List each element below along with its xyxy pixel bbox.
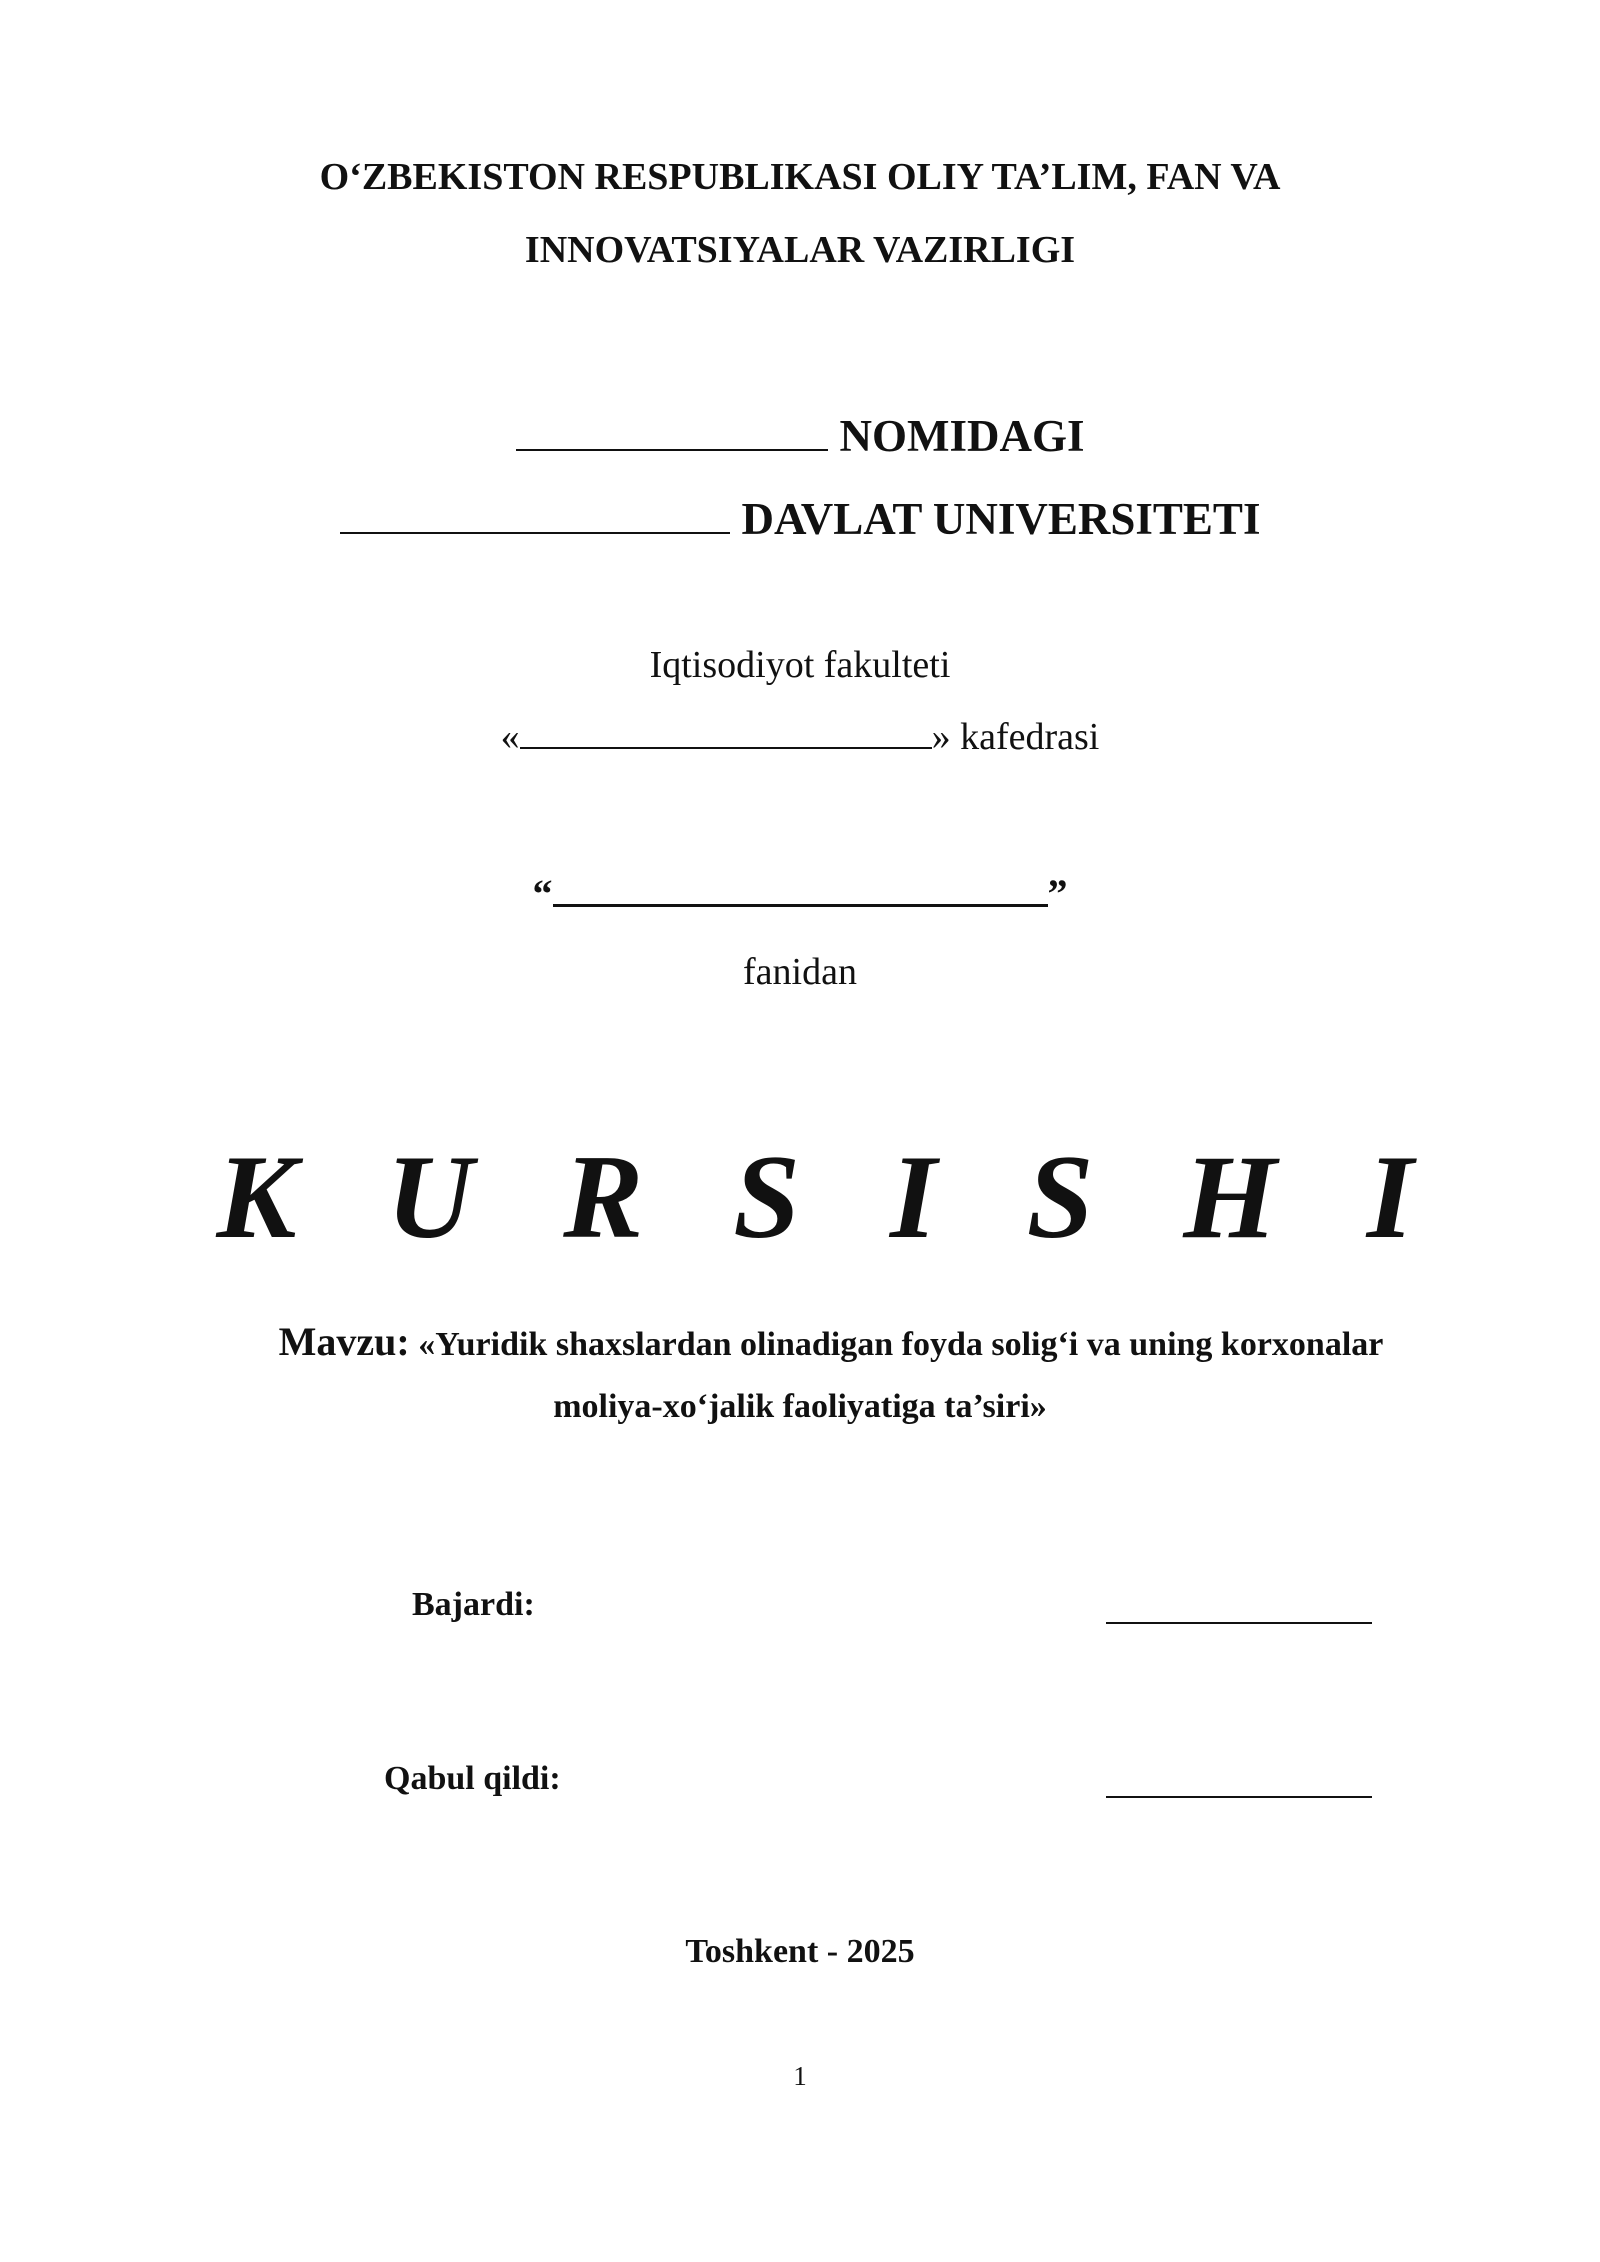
subject-blank [553, 903, 1048, 907]
ministry-line-1: O‘ZBEKISTON RESPUBLIKASI OLIY TA’LIM, FAN VA [319, 156, 1281, 198]
university-line-2-text: DAVLAT UNIVERSITETI [741, 494, 1261, 544]
topic-line-1 [0, 1318, 1600, 1365]
university-name-line-1 [0, 410, 1600, 462]
subject-close-quote: ” [1047, 871, 1068, 916]
university-name-line-2 [0, 493, 1600, 545]
performed-by-signature-line [1106, 1622, 1372, 1624]
subject-line [0, 870, 1600, 917]
subject-open-quote: “ [532, 871, 553, 916]
accepted-by-label: Qabul qildi: [384, 1760, 561, 1797]
ministry-line-2: INNOVATSIYALAR VAZIRLIGI [524, 229, 1076, 271]
city-year: Toshkent - 2025 [685, 1933, 915, 1970]
page-number: 1 [793, 2061, 807, 2091]
university-name-blank [516, 448, 828, 451]
faculty-name: Iqtisodiyot fakulteti [649, 644, 951, 686]
topic-label: Mavzu: [278, 1319, 410, 1364]
department-label: » kafedrasi [931, 716, 1100, 758]
subject-suffix: fanidan [743, 951, 857, 993]
accepted-by-signature-line [1106, 1796, 1372, 1798]
university-prefix-blank [340, 531, 730, 534]
document-type-title: K U R S I S H I [216, 1130, 1444, 1263]
topic-line-2: moliya-xo‘jalik faoliyatiga ta’siri» [553, 1388, 1047, 1425]
performed-by-label: Bajardi: [412, 1586, 535, 1623]
department-open-quote: « [500, 716, 520, 758]
department-blank [520, 746, 932, 749]
university-line-1-text: NOMIDAGI [839, 411, 1085, 461]
topic-text-line-1: «Yuridik shaxslardan olinadigan foyda solig‘i va uning korxonalar [418, 1326, 1384, 1363]
department-line [0, 715, 1600, 759]
